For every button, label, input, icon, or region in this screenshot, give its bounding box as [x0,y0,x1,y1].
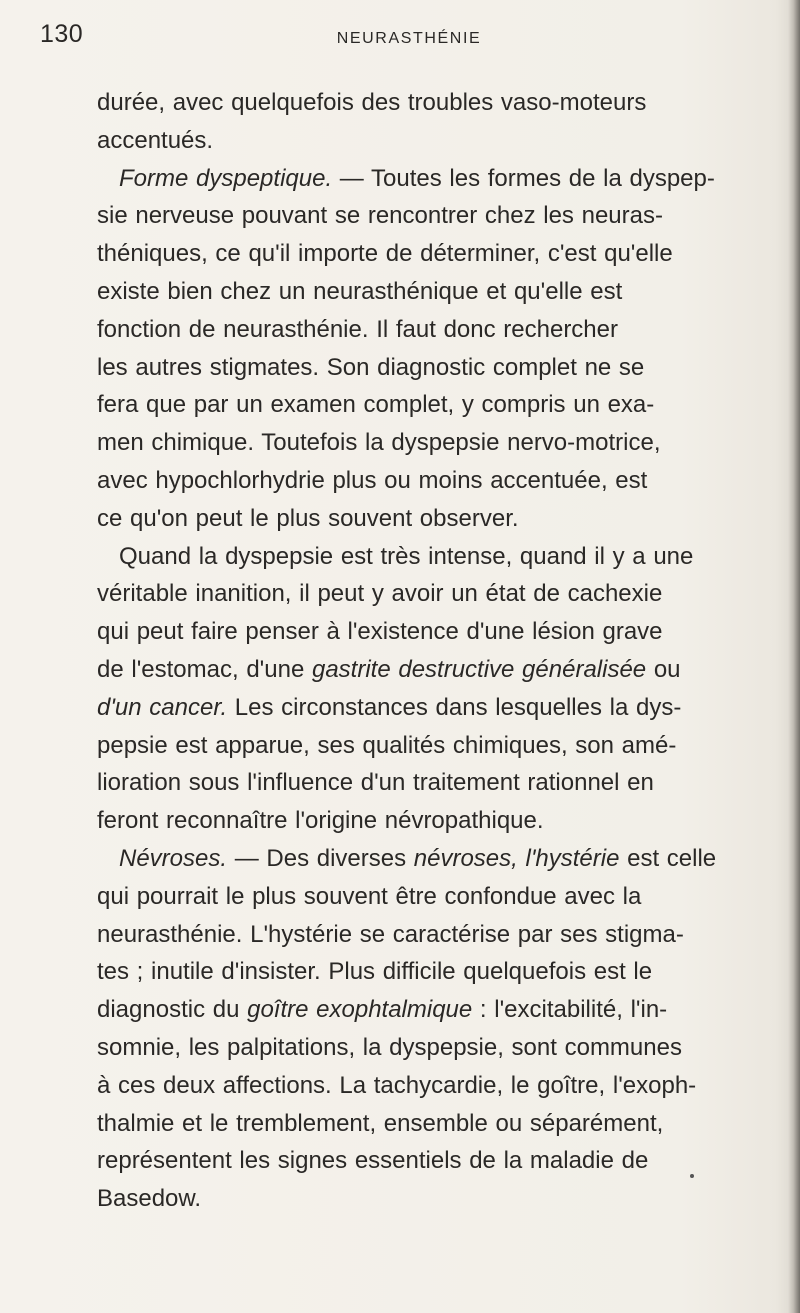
text-line [97,311,797,349]
text-run: représentent les signes essentiels de la maladie de [97,1147,649,1175]
text-run: somnie, les palpitations, la dyspepsie, sont communes [97,1033,682,1061]
body-text [97,84,797,1218]
text-line [97,689,797,727]
text-run: feront reconnaître l'origine névropathique. [97,807,544,835]
text-line [97,916,797,954]
text-line [97,878,797,916]
text-run: Quand la dyspepsie est très intense, quand il y a une [119,542,694,570]
page-number: 130 [40,20,84,48]
text-line [97,1029,797,1067]
text-run: à ces deux affections. La tachycardie, le goître, l'exoph- [97,1071,697,1099]
text-run: théniques, ce qu'il importe de déterminer, c'est qu'elle [97,240,673,268]
italic-run: névroses, l'hystérie [413,844,620,872]
text-run: men chimique. Toutefois la dyspepsie nervo-motrice, [97,429,661,457]
text-run: les autres stigmates. Son diagnostic complet ne se [97,353,645,381]
text-run: Les circonstances dans lesquelles la dys- [227,693,682,721]
text-run: lioration sous l'influence d'un traitement rationnel en [97,769,654,797]
italic-run: Forme dyspeptique. [119,164,333,192]
text-line [97,953,797,991]
text-line [97,575,797,613]
text-run: ou [646,655,681,683]
text-run: pepsie est apparue, ses qualités chimiques, son amé- [97,731,677,759]
text-run: qui pourrait le plus souvent être confondue avec la [97,882,642,910]
text-run: neurasthénie. L'hystérie se caractérise par ses stigma- [97,920,684,948]
text-run: fera que par un examen complet, y compris un exa- [97,391,655,419]
text-line [97,727,797,765]
text-run: : l'excitabilité, l'in- [472,996,668,1024]
text-run: qui peut faire penser à l'existence d'une lésion grave [97,618,663,646]
text-line [97,840,797,878]
text-run: thalmie et le tremblement, ensemble ou séparément, [97,1109,664,1137]
text-run: avec hypochlorhydrie plus ou moins accentuée, est [97,466,648,494]
text-line [97,538,797,576]
text-line [97,991,797,1029]
text-run: de l'estomac, d'une [97,655,312,683]
text-line [97,386,797,424]
italic-run: d'un cancer. [97,693,228,721]
text-run: diagnostic du [97,996,248,1024]
text-line [97,160,797,198]
text-line [97,613,797,651]
ink-mark [690,1174,694,1178]
text-line [97,1105,797,1143]
italic-run: Névroses. [119,844,228,872]
text-line [97,462,797,500]
text-line [97,651,797,689]
text-line [97,235,797,273]
text-line [97,273,797,311]
text-run: accentués. [97,126,214,154]
page-header [40,14,760,54]
italic-run: gastrite destructive généralisée [311,655,647,683]
text-run: Basedow. [97,1185,202,1213]
text-run: fonction de neurasthénie. Il faut donc rechercher [97,315,618,343]
text-run: véritable inanition, il peut y avoir un état de cachexie [97,580,663,608]
text-line [97,1180,797,1218]
text-line [97,84,797,122]
text-run: durée, avec quelquefois des troubles vaso-moteurs [97,89,647,116]
text-line [97,424,797,462]
text-line [97,764,797,802]
text-run: — Toutes les formes de la dyspep- [332,164,715,192]
text-line [97,802,797,840]
italic-run: goître exophtalmique [247,996,473,1024]
text-run: existe bien chez un neurasthénique et qu'elle est [97,277,623,305]
running-head: NEURASTHÉNIE [336,30,482,47]
text-line [97,1067,797,1105]
text-run: sie nerveuse pouvant se rencontrer chez les neuras- [97,202,663,230]
text-line [97,122,797,160]
text-line [97,349,797,387]
text-run: — Des diverses [227,844,414,872]
text-line [97,500,797,538]
text-run: ce qu'on peut le plus souvent observer. [97,504,519,532]
text-run: tes ; inutile d'insister. Plus difficile quelquefois est le [97,958,653,986]
text-run: est celle [619,844,717,872]
text-line [97,197,797,235]
